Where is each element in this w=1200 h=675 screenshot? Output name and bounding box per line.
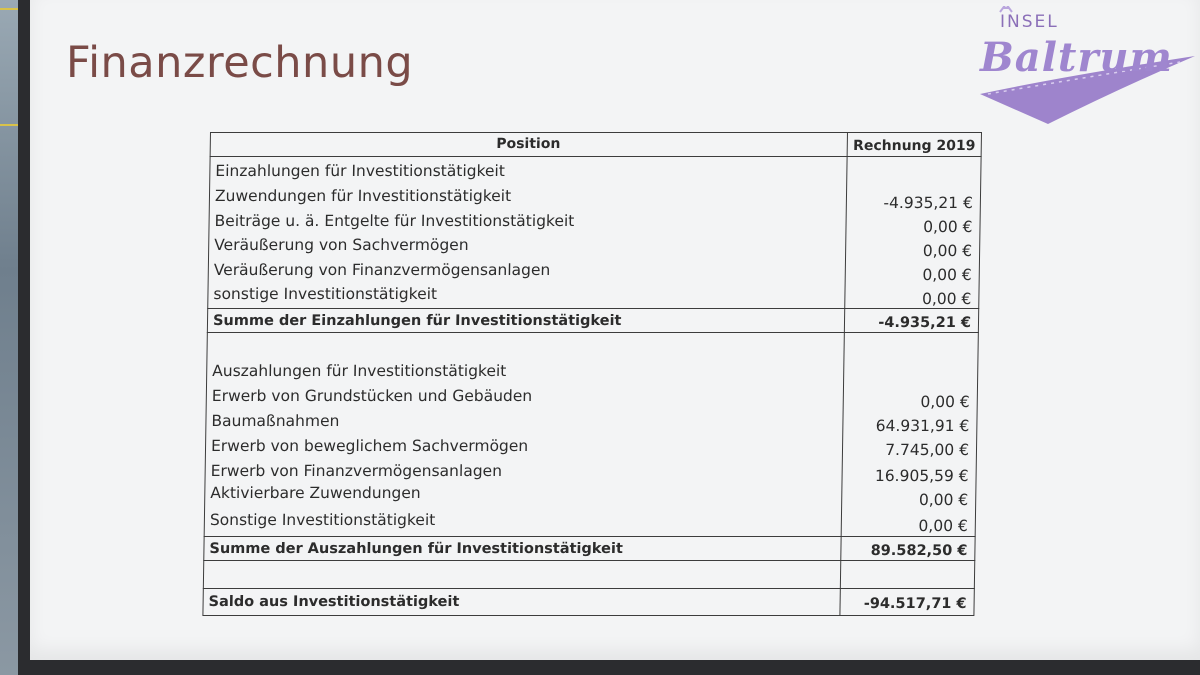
- table-row-label: Erwerb von Grundstücken und Gebäuden: [211, 387, 533, 405]
- table-row-value: 7.745,00 €: [885, 441, 970, 459]
- background-edge: [0, 0, 18, 675]
- sum-auszahlungen-value: 89.582,50 €: [870, 543, 968, 559]
- table-row-value: 0,00 €: [920, 393, 970, 411]
- background-detail: [0, 124, 18, 126]
- table-row-label: Aktivierbare Zuwendungen: [210, 484, 421, 502]
- finanzrechnung-table: [202, 132, 982, 616]
- table-row-label: sonstige Investitionstätigkeit: [213, 285, 438, 303]
- slide-title: Finanzrechnung: [66, 38, 414, 88]
- table-row-label: Veräußerung von Sachvermögen: [214, 236, 469, 254]
- saldo-label: Saldo aus Investitionstätigkeit: [208, 594, 460, 610]
- header-rechnung-2019: Rechnung 2019: [852, 138, 976, 154]
- table-row-label: Erwerb von beweglichem Sachvermögen: [210, 437, 529, 455]
- table-row-value: 0,00 €: [918, 517, 968, 535]
- table-row-label: Veräußerung von Finanzvermögensanlagen: [213, 261, 551, 279]
- header-position: Position: [496, 136, 561, 152]
- logo-insel-text: INSEL: [1000, 12, 1059, 32]
- table-row-label: Beiträge u. ä. Entgelte für Investitionstätigkeit: [214, 212, 575, 230]
- sum-auszahlungen-label: Summe der Auszahlungen für Investitionstätigkeit: [209, 541, 623, 557]
- presentation-slide: [30, 0, 1200, 660]
- table-row-value: 0,00 €: [918, 491, 969, 509]
- saldo-value: -94.517,71 €: [863, 596, 967, 612]
- background-detail: [0, 8, 18, 10]
- table-row-value: 0,00 €: [923, 218, 973, 236]
- table-row-value: 0,00 €: [922, 242, 973, 260]
- table-row-label: Sonstige Investitionstätigkeit: [209, 511, 436, 529]
- table-row-label: Zuwendungen für Investitionstätigkeit: [214, 187, 512, 205]
- table-row-label: Baumaßnahmen: [211, 412, 340, 430]
- baltrum-logo: [970, 6, 1200, 126]
- table-row-value: 64.931,91 €: [875, 417, 970, 435]
- section-heading-einzahlungen: Einzahlungen für Investitionstätigkeit: [215, 162, 506, 180]
- sum-einzahlungen-value: -4.935,21 €: [878, 315, 972, 331]
- rule: [203, 588, 975, 589]
- rule: [204, 536, 976, 537]
- sum-einzahlungen-label: Summe der Einzahlungen für Investitionstätigkeit: [212, 313, 622, 329]
- section-heading-auszahlungen: Auszahlungen für Investitionstätigkeit: [212, 362, 507, 380]
- table-row-value: 0,00 €: [922, 266, 972, 284]
- logo-brand-text: Baltrum: [980, 34, 1173, 81]
- table-row-value: -4.935,21 €: [883, 194, 974, 212]
- table-row-value: 0,00 €: [921, 290, 972, 308]
- table-row-label: Erwerb von Finanzvermögensanlagen: [210, 462, 503, 480]
- header-rule: [210, 156, 982, 157]
- table-row-value: 16.905,59 €: [874, 467, 969, 485]
